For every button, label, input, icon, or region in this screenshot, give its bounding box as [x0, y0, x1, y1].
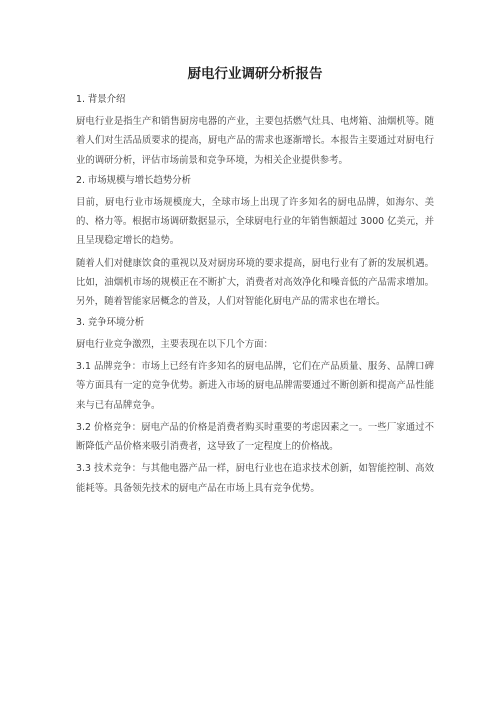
- paragraph: 目前，厨电行业市场规模庞大，全球市场上出现了许多知名的厨电品牌，如海尔、美的、格力等。根据市场调研数据显示，全球厨电行业的年销售额超过 3000 亿美元，并且呈现稳定增长的趋势。: [76, 196, 434, 247]
- section-heading: 2. 市场规模与增长趋势分析: [76, 174, 192, 186]
- paragraph: 3.3 技术竞争：与其他电器产品一样，厨电行业也在追求技术创新，如智能控制、高效能耗等。具备领先技术的厨电产品在市场上具有竞争优势。: [76, 463, 434, 494]
- section-heading: 1. 背景介绍: [76, 94, 126, 105]
- section-heading: 3. 竞争环境分析: [76, 316, 145, 328]
- paragraph: 厨电行业竞争激烈，主要表现在以下几个方面：: [76, 338, 273, 350]
- paragraph: 3.2 价格竞争：厨电产品的价格是消费者购买时重要的考虑因素之一。一些厂家通过不断降低产品价格来吸引消费者，这导致了一定程度上的价格战。: [76, 421, 434, 453]
- paragraph: 随着人们对健康饮食的重视以及对厨房环境的要求提高，厨电行业有了新的发展机遇。比如，油烟机市场的规模正在不断扩大，消费者对高效净化和噪音低的产品需求增加。另外，随着智能家居概念的普及，人们对智能化厨电产品的需求也在增长。: [76, 257, 434, 308]
- section-competition: [76, 315, 434, 498]
- paragraph: 3.1 品牌竞争：市场上已经有许多知名的厨电品牌，它们在产品质量、服务、品牌口碑等方面具有一定的竞争优势。新进入市场的厨电品牌需要通过不断创新和提高产品性能来与已有品牌竞争。: [76, 360, 434, 411]
- section-market-size: [76, 173, 434, 312]
- paragraph: 厨电行业是指生产和销售厨房电器的产业，主要包括燃气灶具、电烤箱、油烟机等。随着人们对生活品质要求的提高，厨电产品的需求也逐渐增长。本报告主要通过对厨电行业的调研分析，评估市场前景和竞争环境，为相关企业提供参考。: [76, 116, 434, 166]
- section-background: [76, 92, 434, 170]
- document-title: 厨电行业调研分析报告: [187, 66, 323, 82]
